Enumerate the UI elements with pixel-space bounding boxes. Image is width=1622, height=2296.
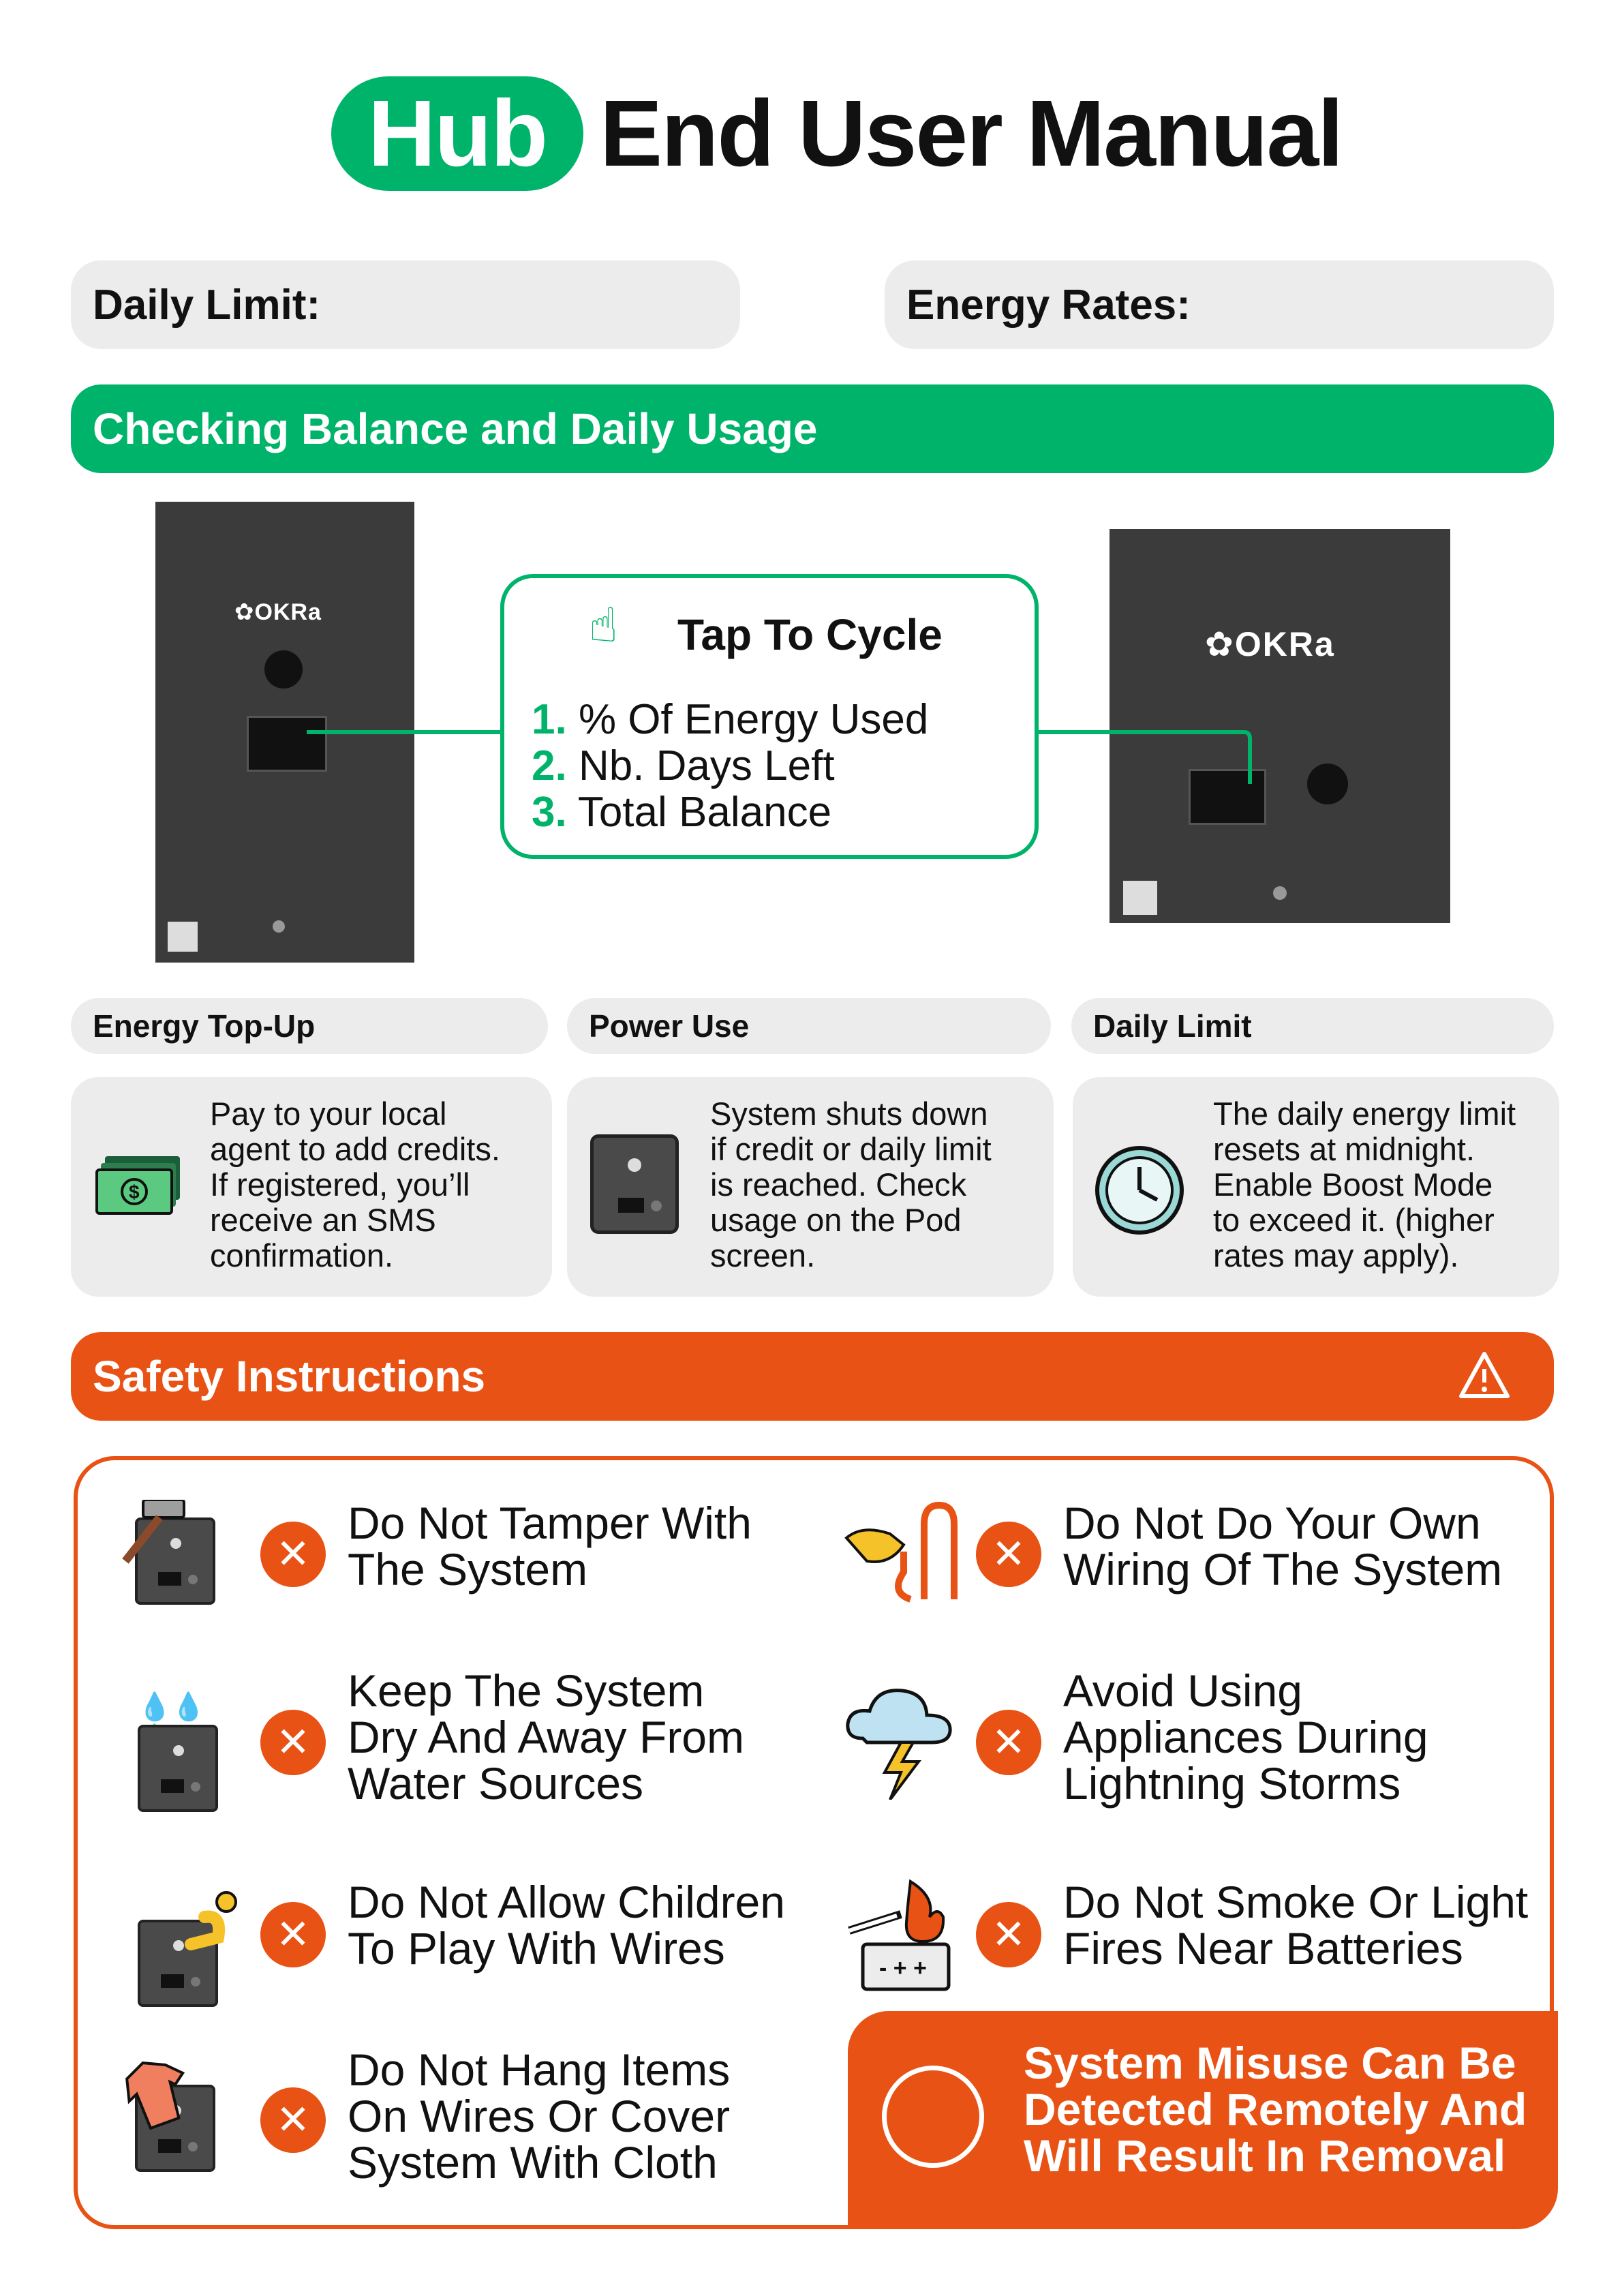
child-device-icon [129, 1890, 245, 2012]
okra-flower-icon: ✿ [234, 599, 255, 625]
clock-icon [1092, 1143, 1187, 1238]
qr-code-icon [1123, 881, 1157, 915]
warning-triangle-icon [1457, 1350, 1512, 1402]
prohibited-x-icon: ✕ [260, 1710, 326, 1775]
wiring-hand-icon [842, 1497, 958, 1606]
page-title: End User Manual [600, 80, 1343, 186]
power-use-heading: Power Use [567, 998, 1051, 1054]
daily-limit-text: The daily energy limit resets at midnight. Enable Boost Mode to exceed it. (higher rates may apply). [1213, 1096, 1516, 1273]
svg-text:- + +: - + + [879, 1955, 927, 1981]
safety-item-text: Do Not Do Your Own Wiring Of The System [1063, 1498, 1503, 1595]
daily-limit-label: Daily Limit: [93, 281, 321, 329]
energy-topup-card [71, 1077, 552, 1297]
hammer-device-icon [116, 1500, 225, 1609]
prohibited-x-icon: ✕ [976, 1710, 1041, 1775]
power-use-card [567, 1077, 1054, 1297]
safety-item-text: Do Not Hang Items On Wires Or Cover System With Cloth [348, 2044, 731, 2188]
safety-item-text: Do Not Allow Children To Play With Wires [348, 1877, 785, 1974]
tap-finger-icon: ☝ [589, 599, 618, 652]
cycle-item: 1. % Of Energy Used [532, 696, 929, 743]
balance-section-title: Checking Balance and Daily Usage [93, 404, 818, 453]
power-use-text: System shuts down if credit or daily limit is reached. Check usage on the Pod screen. [710, 1096, 992, 1273]
svg-text:$: $ [129, 1181, 140, 1203]
prohibited-x-icon: ✕ [976, 1902, 1041, 1967]
water-drops-device-icon: 💧💧 [129, 1681, 239, 1817]
device-logo: ✿OKRa [1205, 625, 1335, 663]
device-logo: ✿OKRa [234, 599, 322, 625]
okra-flower-icon: ✿ [1205, 625, 1235, 663]
prohibited-x-icon: ✕ [976, 1522, 1041, 1587]
cycle-item: 2. Nb. Days Left [532, 742, 835, 789]
cigarette-fire-battery-icon [842, 1876, 958, 1992]
energy-topup-text: Pay to your local agent to add credits. If registered, you’ll receive an SMS confirmation. [210, 1096, 500, 1273]
cash-icon [94, 1153, 183, 1222]
safety-section-title: Safety Instructions [93, 1352, 486, 1401]
storm-cloud-icon [842, 1677, 958, 1800]
tap-to-cycle-box [500, 574, 1039, 859]
cycle-item: 3. Total Balance [532, 789, 832, 836]
device-indicator [1273, 886, 1287, 900]
qr-code-icon [168, 922, 198, 952]
prohibited-x-icon: ✕ [260, 1902, 326, 1967]
energy-rates-label: Energy Rates: [906, 281, 1191, 329]
tap-box-title: Tap To Cycle [677, 610, 943, 659]
pod-device-icon [590, 1134, 679, 1234]
cloth-device-icon [119, 2055, 234, 2177]
hub-badge: Hub [331, 76, 583, 191]
safety-item-text: Avoid Using Appliances During Lightning Storms [1063, 1665, 1428, 1809]
misuse-warning-text: System Misuse Can Be Detected Remotely And Will Result In Removal [1024, 2038, 1527, 2181]
device-indicator [273, 920, 285, 933]
cycle-list [532, 697, 928, 836]
energy-topup-heading: Energy Top-Up [71, 998, 548, 1054]
warning-circle-icon [882, 2066, 984, 2168]
prohibited-x-icon: ✕ [260, 2087, 326, 2153]
daily-limit-heading: Daily Limit [1071, 998, 1554, 1054]
misuse-warning-callout [848, 2011, 1558, 2229]
safety-item-text: Keep The System Dry And Away From Water Sources [348, 1665, 744, 1809]
safety-item-text: Do Not Smoke Or Light Fires Near Batteries [1063, 1877, 1529, 1974]
prohibited-x-icon: ✕ [260, 1522, 326, 1587]
safety-section-header [71, 1332, 1554, 1421]
safety-item-text: Do Not Tamper With The System [348, 1498, 752, 1595]
daily-limit-card [1073, 1077, 1559, 1297]
